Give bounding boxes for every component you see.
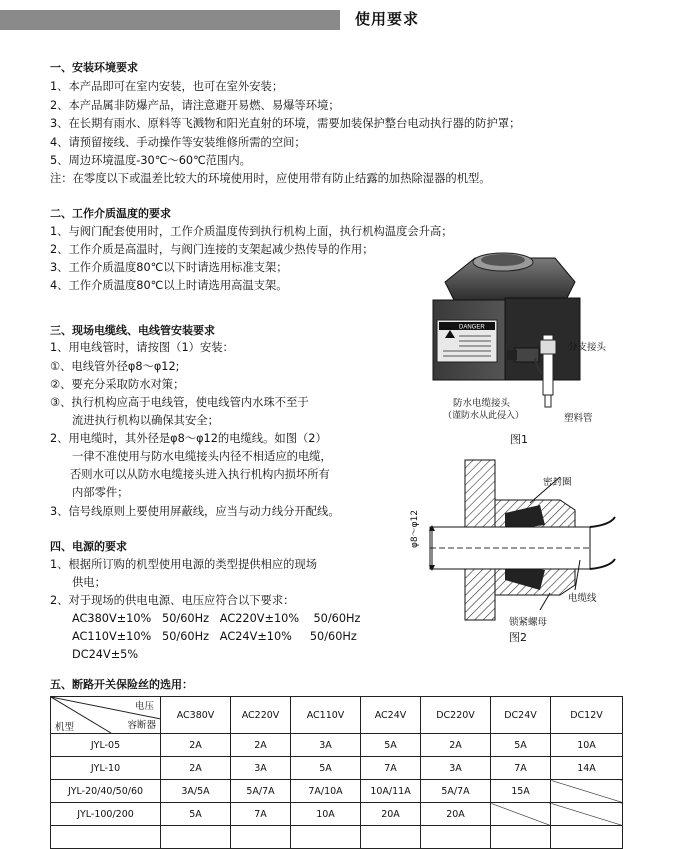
s3-line: 一律不准使用与防水电缆接头内径不相适应的电缆， xyxy=(72,450,332,463)
table-cell-model: JYL-10 xyxy=(51,757,161,780)
corner-fuse-label: 容断器 xyxy=(127,720,156,731)
section-3-title: 三、现场电缆线、电线管安装要求 xyxy=(50,324,215,337)
fig2-caption: 图2 xyxy=(509,631,527,644)
table-cell xyxy=(231,826,291,849)
table-header: AC24V xyxy=(361,697,421,734)
table-cell-model xyxy=(51,826,161,849)
table-cell: 2A xyxy=(421,734,491,757)
s1-line: 3、在长期有雨水、原料等飞溅物和阳光直射的环境，需要加装保护整台电动执行器的防护罩； xyxy=(50,117,521,130)
table-cell: 7A xyxy=(231,803,291,826)
corner-voltage-label: 电压 xyxy=(134,701,154,712)
table-cell-model: JYL-05 xyxy=(51,734,161,757)
fig2-label-nut: 锁紧螺母 xyxy=(509,617,548,628)
s3-line: 内部零件； xyxy=(72,486,129,499)
fig1-label-joint: 防水电缆接头 xyxy=(453,398,511,409)
s3-line: 流进执行机构以确保其安全； xyxy=(72,414,219,427)
table-header-row xyxy=(51,697,623,734)
section-1-title: 一、安装环境要求 xyxy=(50,61,138,74)
table-header: AC110V xyxy=(291,697,361,734)
table-cell: 5A/7A xyxy=(421,780,491,803)
table-cell: 5A xyxy=(491,734,551,757)
s3-line: 否则水可以从防水电缆接头进入执行机构内损坏所有 xyxy=(70,468,330,481)
table-cell xyxy=(551,826,623,849)
table-corner-cell xyxy=(51,697,161,734)
corner-model-label: 机型 xyxy=(55,722,75,733)
table-cell xyxy=(161,826,231,849)
fig2-label-diameter: φ8～φ12 xyxy=(410,509,420,548)
table-cell: 2A xyxy=(231,734,291,757)
s2-line: 1、与阀门配套使用时，工作介质温度传到执行机构上面，执行机构温度会升高； xyxy=(50,225,453,238)
table-cell: 3A xyxy=(421,757,491,780)
s2-line: 2、工作介质是高温时，与阀门连接的支架起减少热传导的作用； xyxy=(50,243,374,256)
s2-line: 3、工作介质温度80℃以下时请选用标准支架； xyxy=(50,261,288,274)
table-cell: 10A xyxy=(551,734,623,757)
s3-line: ③、执行机构应高于电线管，使电线管内水珠不至于 xyxy=(50,396,309,409)
table-row xyxy=(51,734,623,757)
s3-line: ②、要充分采取防水对策； xyxy=(50,378,185,391)
page-title: 使用要求 xyxy=(355,10,420,28)
table-cell: 10A xyxy=(291,803,361,826)
table-header: DC24V xyxy=(491,697,551,734)
s3-line: 2、用电缆时，其外径是φ8～φ12的电缆线。如图（2） xyxy=(50,432,327,445)
s4-line: 供电； xyxy=(72,576,106,589)
table-cell-model: JYL-20/40/50/60 xyxy=(51,780,161,803)
fig2-label-seal: 密封圈 xyxy=(543,477,572,488)
table-cell-model: JYL-100/200 xyxy=(51,803,161,826)
table-cell: 15A xyxy=(491,780,551,803)
table-header: AC220V xyxy=(231,697,291,734)
s4-voltage-line: DC24V±5% xyxy=(72,648,139,661)
fuse-table xyxy=(50,696,623,849)
table-cell: 20A xyxy=(421,803,491,826)
s4-voltage-line: AC380V±10% 50/60Hz AC220V±10% 50/60Hz xyxy=(72,612,361,625)
s1-line: 1、本产品即可在室内安装，也可在室外安装； xyxy=(50,80,284,93)
table-cell-na xyxy=(491,803,551,826)
table-cell: 5A xyxy=(291,757,361,780)
s3-line: ①、电线管外径φ8～φ12; xyxy=(50,360,180,373)
table-cell: 2A xyxy=(161,757,231,780)
s4-line: 2、对于现场的供电电源、电压应符合以下要求： xyxy=(50,594,295,607)
fig1-label-branch: 分支接头 xyxy=(568,342,607,353)
table-cell: 2A xyxy=(161,734,231,757)
section-2-title: 二、工作介质温度的要求 xyxy=(50,207,171,220)
table-cell: 7A xyxy=(491,757,551,780)
table-cell xyxy=(291,826,361,849)
s1-line: 2、本产品属非防爆产品，请注意避开易燃、易爆等环境； xyxy=(50,99,340,112)
table-row xyxy=(51,757,623,780)
table-cell: 10A/11A xyxy=(361,780,421,803)
table-row-empty xyxy=(51,826,623,849)
table-cell xyxy=(361,826,421,849)
table-header: AC380V xyxy=(161,697,231,734)
fig1-label-joint-note: （谨防水从此侵入） xyxy=(443,411,525,421)
table-cell: 3A/5A xyxy=(161,780,231,803)
header-bar xyxy=(0,10,340,30)
s2-line: 4、工作介质温度80℃以上时请选用高温支架。 xyxy=(50,279,288,292)
figure-1-actuator xyxy=(415,240,645,415)
table-cell: 5A xyxy=(161,803,231,826)
s1-line: 4、请预留接线、手动操作等安装维修所需的空间； xyxy=(50,136,306,149)
fig2-label-cable: 电缆线 xyxy=(568,593,597,604)
table-cell: 5A xyxy=(361,734,421,757)
fig1-label-pipe: 塑料管 xyxy=(564,413,593,424)
table-cell xyxy=(491,826,551,849)
s1-note: 注：在零度以下或温差比较大的环境使用时，应使用带有防止结露的加热除湿器的机型。 xyxy=(50,172,491,185)
table-cell: 14A xyxy=(551,757,623,780)
s4-line: 1、根据所订购的机型使用电源的类型提供相应的现场 xyxy=(50,558,318,571)
s3-line: 1、用电线管时，请按图（1）安装： xyxy=(50,341,234,354)
table-cell xyxy=(421,826,491,849)
table-cell: 7A xyxy=(361,757,421,780)
table-header: DC220V xyxy=(421,697,491,734)
table-row xyxy=(51,780,623,803)
table-cell: 3A xyxy=(231,757,291,780)
table-header: DC12V xyxy=(551,697,623,734)
table-row xyxy=(51,803,623,826)
fig1-caption: 图1 xyxy=(510,433,528,446)
section-5-title: 五、断路开关保险丝的选用： xyxy=(50,678,193,691)
table-cell: 5A/7A xyxy=(231,780,291,803)
s3-line: 3、信号线原则上要使用屏蔽线，应当与动力线分开配线。 xyxy=(50,505,340,518)
table-cell: 3A xyxy=(291,734,361,757)
plate-warning-text: DANGER xyxy=(459,324,485,331)
table-cell-na xyxy=(551,803,623,826)
section-4-title: 四、电源的要求 xyxy=(50,540,127,553)
table-cell-na xyxy=(551,780,623,803)
table-cell: 7A/10A xyxy=(291,780,361,803)
s1-line: 5、周边环境温度-30℃～60℃范围内。 xyxy=(50,154,251,167)
table-cell: 20A xyxy=(361,803,421,826)
s4-voltage-line: AC110V±10% 50/60Hz AC24V±10% 50/60Hz xyxy=(72,630,357,643)
